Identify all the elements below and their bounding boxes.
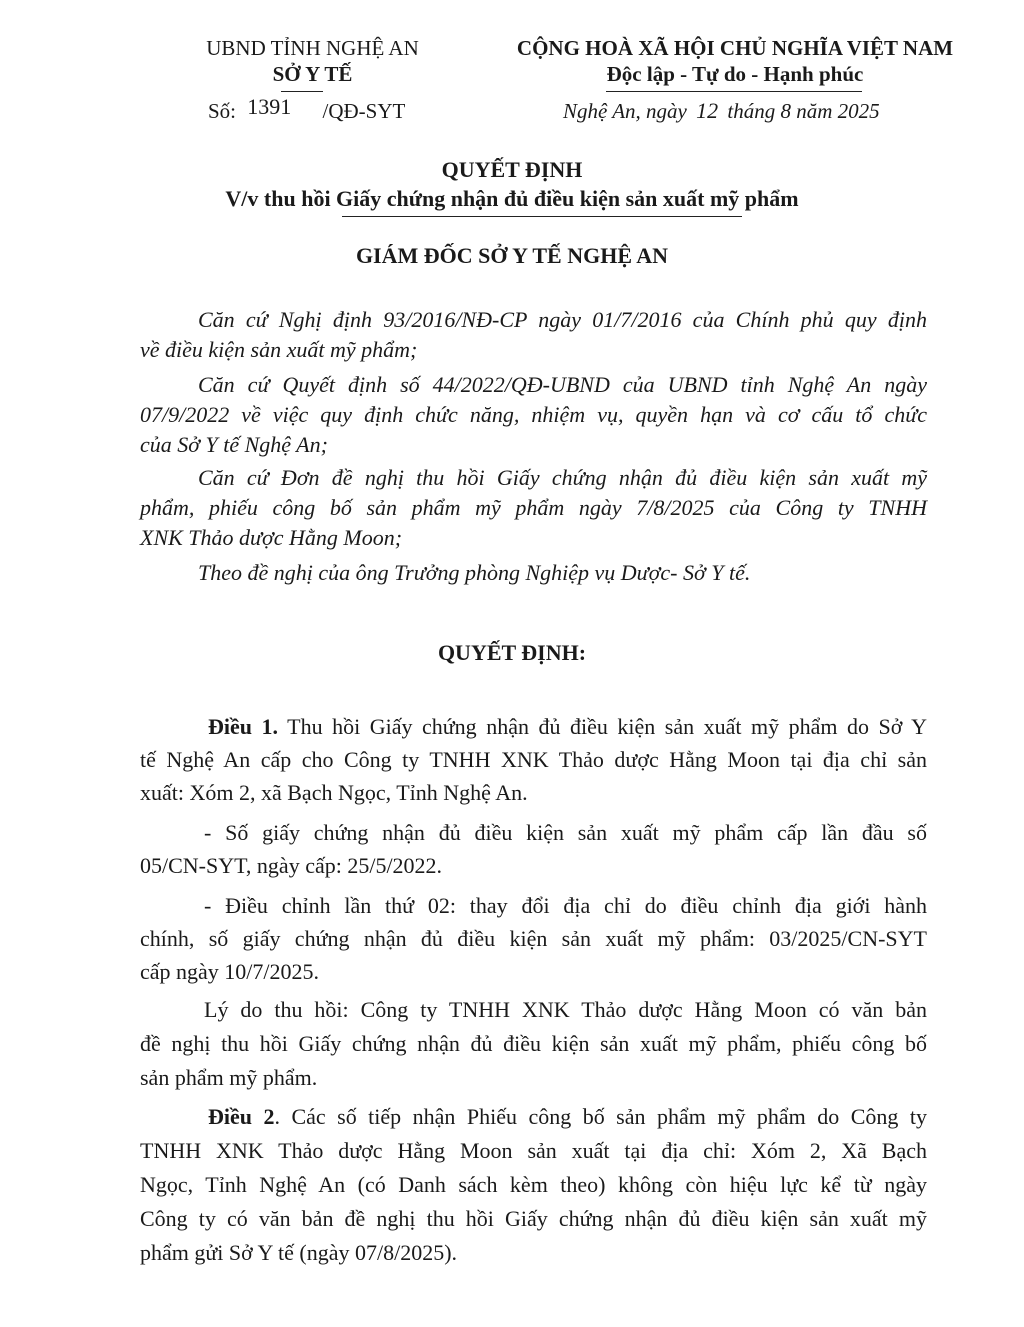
article-1-reason: Lý do thu hồi: Công ty TNHH XNK Thảo dược Hằng Moon có văn bản đề nghị thu hồi Giấy chứng nhận đủ điều kiện sản xuất mỹ phẩm, phiếu công bố sản phẩm mỹ phẩm. xyxy=(140,997,927,1090)
number-prefix: Số: xyxy=(208,99,237,123)
date-prefix: Nghệ An, ngày xyxy=(563,99,687,123)
agency-name: SỞ Y TẾ xyxy=(272,62,353,86)
preamble-3: Căn cứ Đơn đề nghị thu hồi Giấy chứng nhận đủ điều kiện sản xuất mỹ phẩm, phiếu công bố sản phẩm mỹ phẩm ngày 7/8/2025 của Công ty TNHH XNK Thảo dược Hằng Moon; xyxy=(140,465,927,550)
preamble-2: Căn cứ Quyết định số 44/2022/QĐ-UBND của UBND tỉnh Nghệ An ngày 07/9/2022 về việc quy định chức năng, nhiệm vụ, quyền hạn và cơ cấu tổ chức của Sở Y tế Nghệ An; xyxy=(140,372,927,457)
doc-subject: V/v thu hồi Giấy chứng nhận đủ điều kiện sản xuất mỹ phẩm xyxy=(225,186,799,211)
preamble-4: Theo đề nghị của ông Trưởng phòng Nghiệp vụ Dược- Sở Y tế. xyxy=(198,560,751,585)
article-2: Điều 2. Các số tiếp nhận Phiếu công bố sản phẩm mỹ phẩm do Công ty TNHH XNK Thảo dược Hằng Moon sản xuất tại địa chỉ: Xóm 2, Xã Bạch Ngọc, Tỉnh Nghệ An (có Danh sách kèm theo) không còn hiệu lực kể từ ngày Công ty có văn bản đề nghị thu hồi Giấy chứng nhận đủ điều kiện sản xuất mỹ phẩm gửi Sở Y tế (ngày 07/8/2025). xyxy=(140,1104,928,1265)
article-2-label: Điều 2 xyxy=(208,1104,275,1129)
authority: GIÁM ĐỐC SỞ Y TẾ NGHỆ AN xyxy=(355,243,669,268)
date-day: 12 xyxy=(696,98,719,123)
preamble-1: Căn cứ Nghị định 93/2016/NĐ-CP ngày 01/7/2016 của Chính phủ quy định về điều kiện sản xuất mỹ phẩm; xyxy=(140,307,927,362)
issue-date xyxy=(563,98,880,124)
decision-heading: QUYẾT ĐỊNH: xyxy=(437,640,587,665)
date-rest: tháng 8 năm 2025 xyxy=(727,99,880,123)
subject-underline xyxy=(342,216,742,217)
article-1-item-1: - Số giấy chứng nhận đủ điều kiện sản xuất mỹ phẩm cấp lần đầu số 05/CN-SYT, ngày cấp: 25/5/2022. xyxy=(140,820,927,878)
national-motto: Độc lập - Tự do - Hạnh phúc xyxy=(606,62,864,86)
doc-number-line xyxy=(208,94,406,124)
nation-title: CỘNG HOÀ XÃ HỘI CHỦ NGHĨA VIỆT NAM xyxy=(516,36,954,60)
article-1: Điều 1. Thu hồi Giấy chứng nhận đủ điều kiện sản xuất mỹ phẩm do Sở Y tế Nghệ An cấp cho Công ty TNHH XNK Thảo dược Hằng Moon tại địa chỉ sản xuất: Xóm 2, xã Bạch Ngọc, Tỉnh Nghệ An. xyxy=(140,714,927,805)
article-1-item-2: - Điều chỉnh lần thứ 02: thay đổi địa chỉ do điều chỉnh địa giới hành chính, số giấy chứng nhận đủ điều kiện sản xuất mỹ phẩm: 03/2025/CN-SYT cấp ngày 10/7/2025. xyxy=(140,893,927,984)
article-1-label: Điều 1. xyxy=(208,714,279,739)
doc-number: 1391 xyxy=(247,94,292,119)
motto-underline xyxy=(606,91,862,92)
agency-underline xyxy=(281,91,323,92)
doc-type: QUYẾT ĐỊNH xyxy=(441,157,583,182)
agency-parent: UBND TỈNH NGHỆ AN xyxy=(206,36,419,60)
number-suffix: /QĐ-SYT xyxy=(322,99,406,123)
